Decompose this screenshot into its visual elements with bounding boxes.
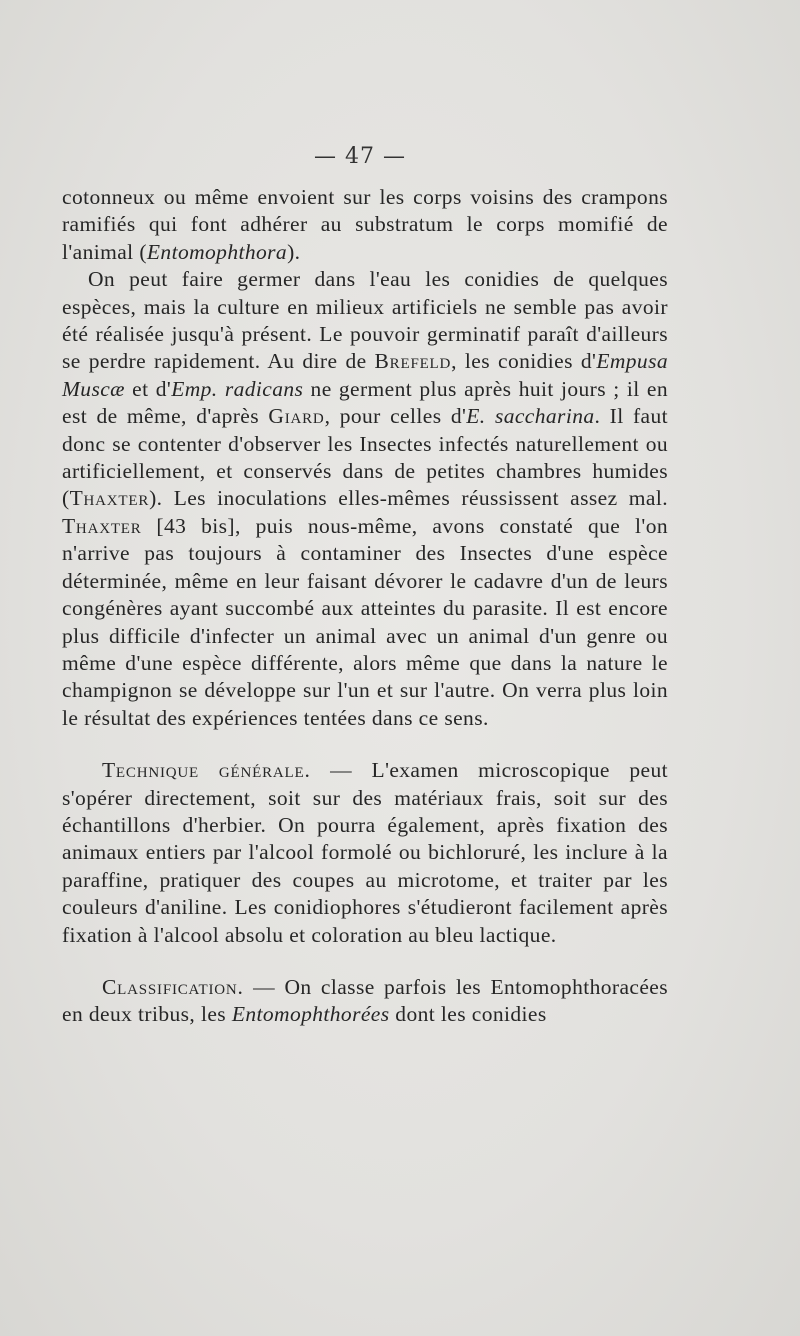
paragraph-text: ne germent plus après huit jours ; il en est de même, d'après xyxy=(62,376,668,429)
paragraph-text: et d' xyxy=(124,376,172,401)
paragraph-text: dont les conidies xyxy=(389,1002,547,1027)
author-name: Thaxter xyxy=(69,486,150,511)
section-technique xyxy=(62,757,668,949)
paragraph-text: ). xyxy=(287,239,301,264)
italic-term: Entomophthora xyxy=(146,239,288,264)
paragraph-text: — On classe parfois les Entomophthoracées en deux tribus, les xyxy=(62,974,668,1027)
italic-term: Empusa Muscæ xyxy=(62,349,668,401)
paragraph-text: — L'examen microscopique peut s'opérer directement, soit sur des matériaux frais, soit sur des échantillons d'herbier. On pourra également, après fixation des animaux entiers par l'alcool formolé ou bichloruré, les inclure à la paraffine, pratiquer des coupes au microtome, et traiter par les couleurs d'aniline. Les conidiophores s'étudieront facilement après fixation à l'alcool absolu et coloration au bleu lactique. xyxy=(62,758,668,947)
author-name: Thaxter xyxy=(62,513,142,538)
italic-term: Emp. radicans xyxy=(171,376,304,401)
paragraph-text: [43 bis], puis nous-même, avons constaté que l'on n'arrive pas toujours à contaminer des Insectes d'une espèce déterminée, même en leur faisant dévorer le cadavre d'un de leurs congénères ayant succombé aux atteintes du parasite. Il est encore plus difficile d'infecter un animal avec un animal d'un genre ou même d'une espèce différente, alors même que dans la nature le champignon se développe sur l'un et sur l'autre. On verra plus loin le résultat des expériences tentées dans ce sens. xyxy=(62,513,668,730)
italic-term: E. saccharina xyxy=(466,404,595,429)
paragraph-text: On peut faire germer dans l'eau les conidies de quelques espèces, mais la culture en milieux artificiels ne semble pas avoir été réalisée jusqu'à présent. Le pouvoir germinatif paraît d'ailleurs se perdre rapidement. Au dire de xyxy=(62,267,668,374)
body-text xyxy=(62,184,668,1029)
paragraph-text: cotonneux ou même envoient sur les corps voisins des crampons ramifiés qui font adhérer au substratum le corps momifié de l'animal ( xyxy=(62,185,668,264)
author-name: Brefeld xyxy=(374,349,452,374)
section-heading: Technique générale. xyxy=(102,758,311,783)
section-heading: Classification. xyxy=(102,974,244,999)
section-classification xyxy=(62,974,668,1029)
paragraph-text: ). Les inoculations elles-mêmes réussissent assez mal. xyxy=(149,486,668,511)
paragraph-germination xyxy=(62,266,668,732)
paragraph-text: , pour celles d' xyxy=(324,404,467,429)
page-number: — 47 — xyxy=(314,144,406,169)
paragraph-continuation xyxy=(62,184,668,266)
author-name: Giard xyxy=(268,404,325,429)
paragraph-text: . Il faut donc se contenter d'observer les Insectes infectés naturellement ou artificiellement, et conservés dans de petites chambres humides ( xyxy=(62,404,668,511)
italic-term: Entomophthorées xyxy=(231,1002,390,1027)
paragraph-text: , les conidies d' xyxy=(451,349,597,374)
